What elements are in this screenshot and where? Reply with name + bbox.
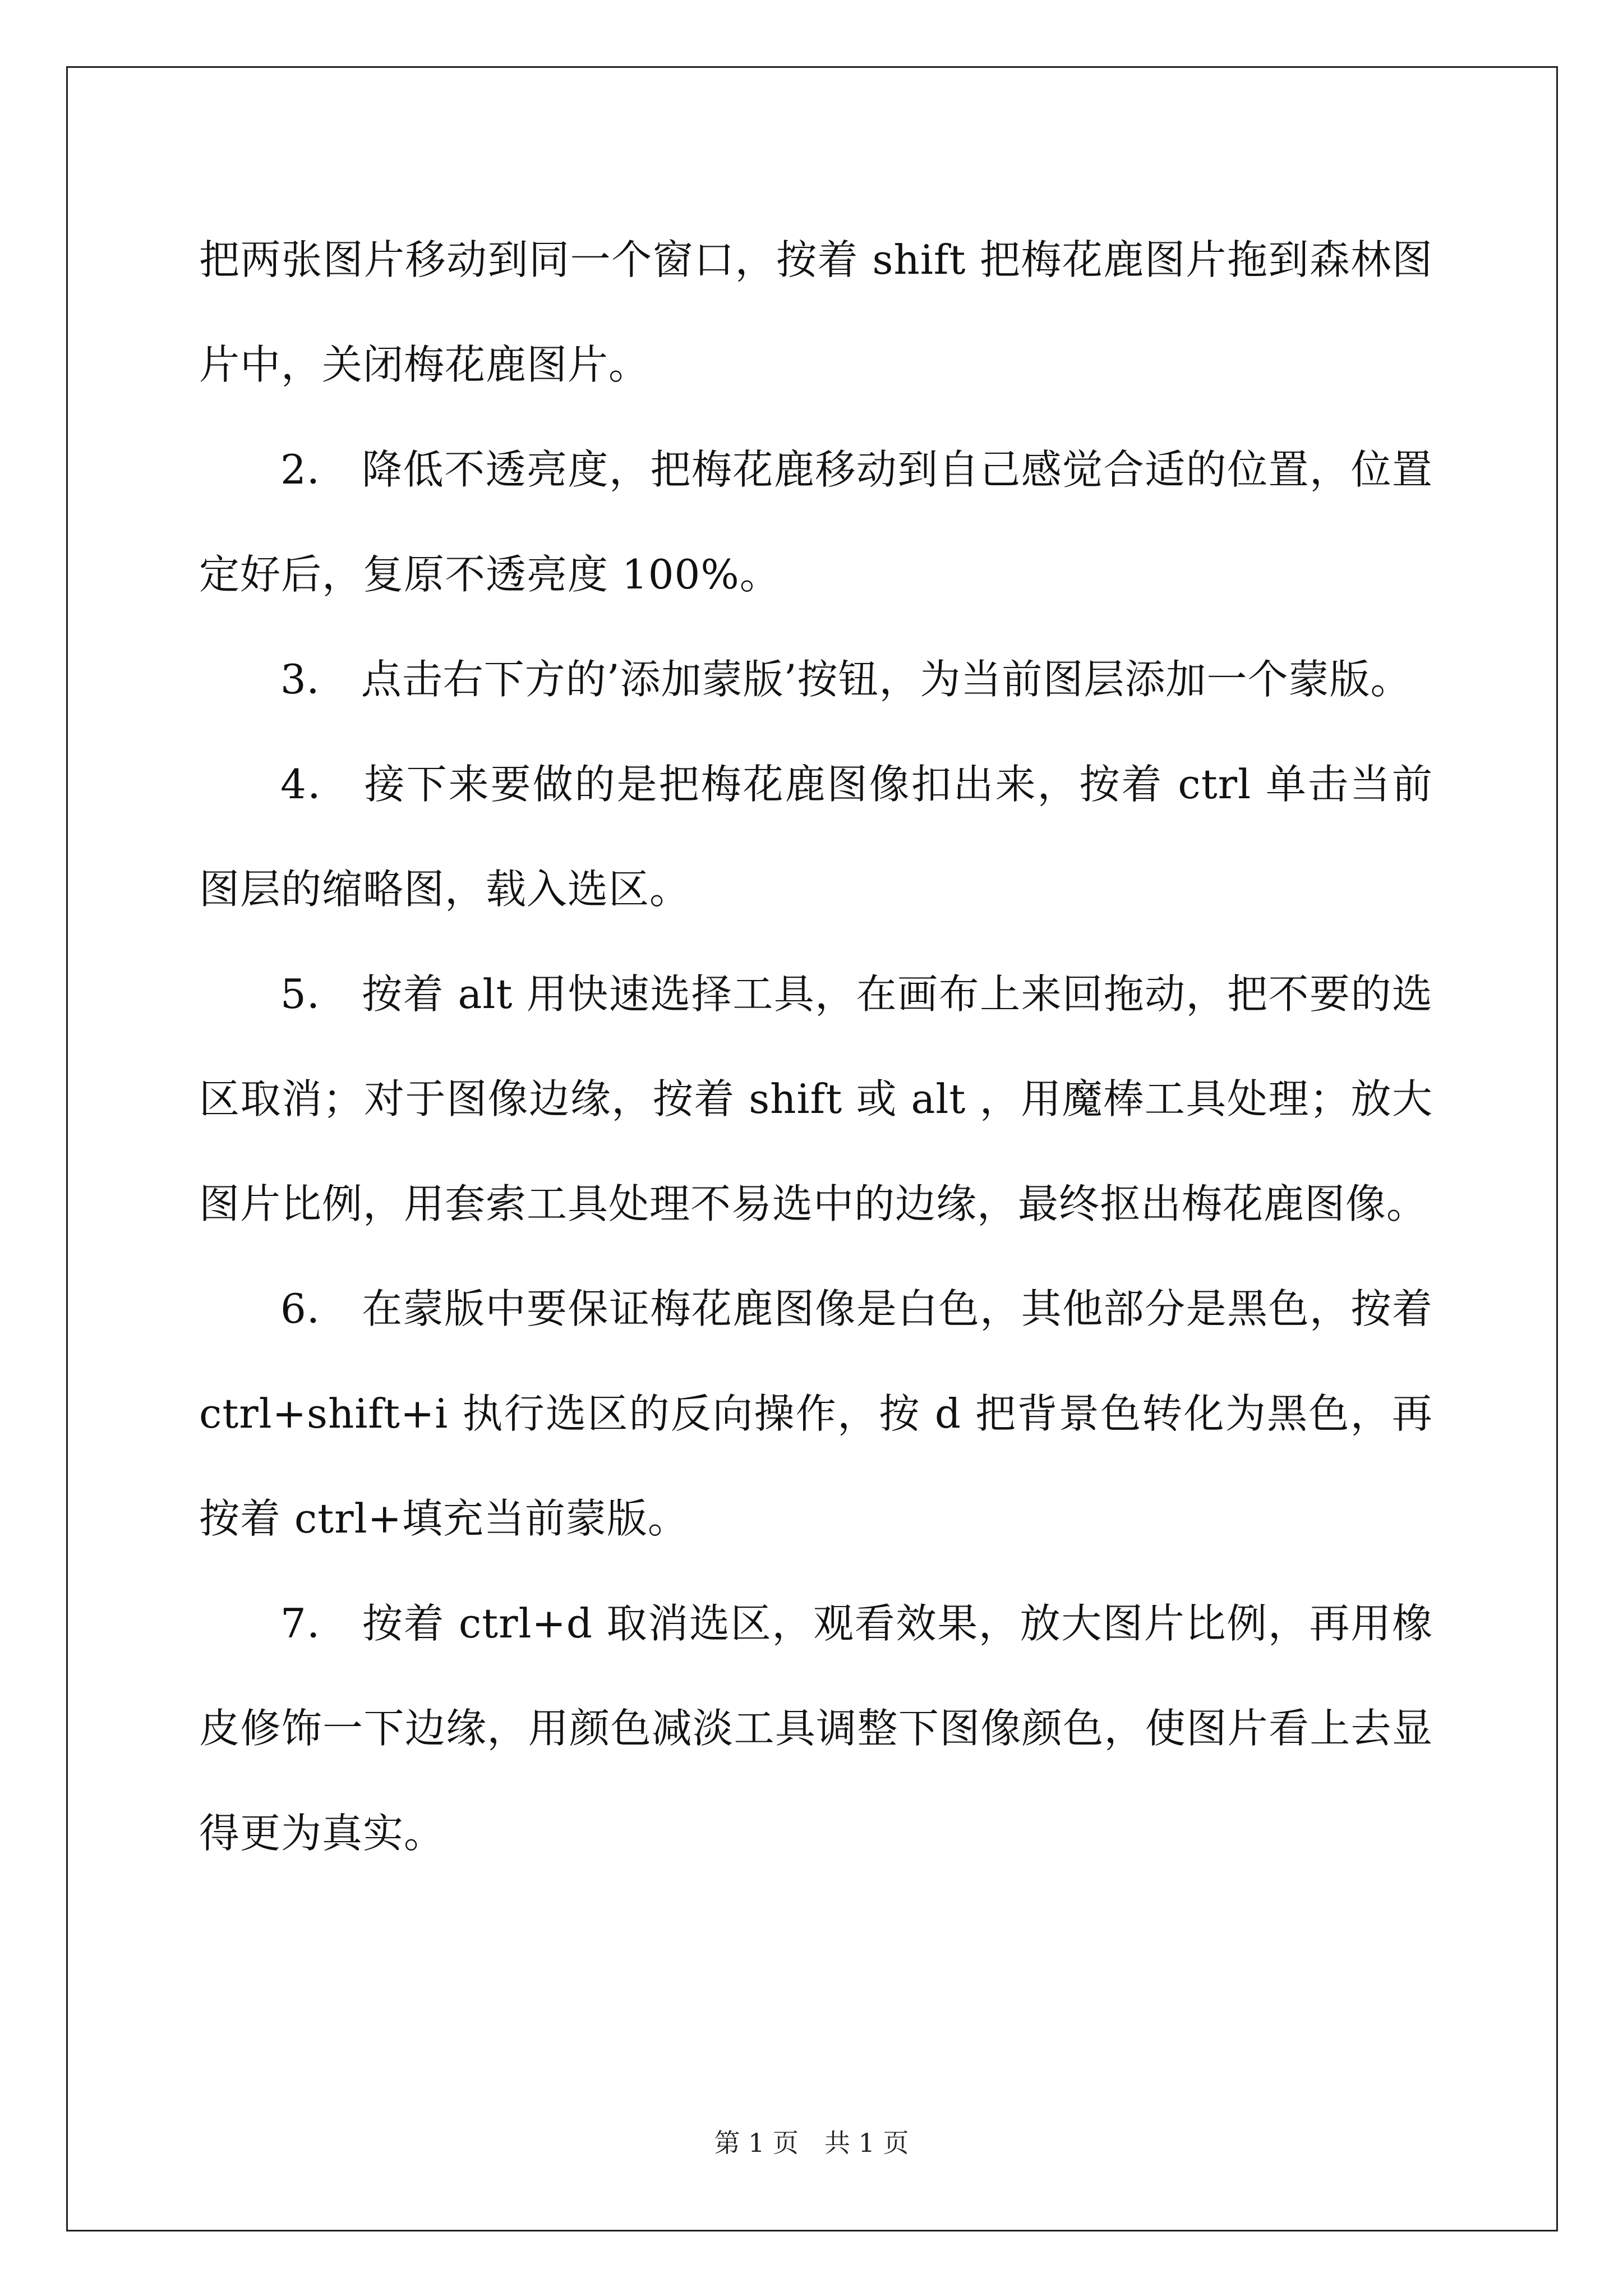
paragraph-step-2: 2． 降低不透亮度，把梅花鹿移动到自己感觉合适的位置，位置定好后，复原不透亮度 100%。 [199, 446, 1433, 598]
paragraph-step-5: 5． 按着 alt 用快速选择工具，在画布上来回拖动，把不要的选区取消；对于图像边缘，按着 shift 或 alt ，用魔棒工具处理；放大图片比例，用套索工具处理不易选中的边缘，最终抠出梅花鹿图像。 [199, 970, 1433, 1227]
page-footer: 第 1 页 共 1 页 [714, 2128, 909, 2158]
paragraph-intro: 把两张图片移动到同一个窗口，按着 shift 把梅花鹿图片拖到森林图片中，关闭梅花鹿图片。 [199, 236, 1433, 388]
paragraph-step-7: 7． 按着 ctrl+d 取消选区，观看效果，放大图片比例，再用橡皮修饰一下边缘，用颜色减淡工具调整下图像颜色，使图片看上去显得更为真实。 [199, 1600, 1433, 1857]
paragraph-step-3: 3． 点击右下方的’添加蒙版’按钮，为当前图层添加一个蒙版。 [280, 656, 1412, 703]
paragraph-step-6: 6． 在蒙版中要保证梅花鹿图像是白色，其他部分是黑色，按着 ctrl+shift+i 执行选区的反向操作，按 d 把背景色转化为黑色，再按着 ctrl+填充当前蒙版。 [199, 1285, 1433, 1542]
paragraph-step-4: 4． 接下来要做的是把梅花鹿图像扣出来，按着 ctrl 单击当前图层的缩略图，载入选区。 [199, 761, 1433, 913]
document-body [199, 208, 1433, 1886]
